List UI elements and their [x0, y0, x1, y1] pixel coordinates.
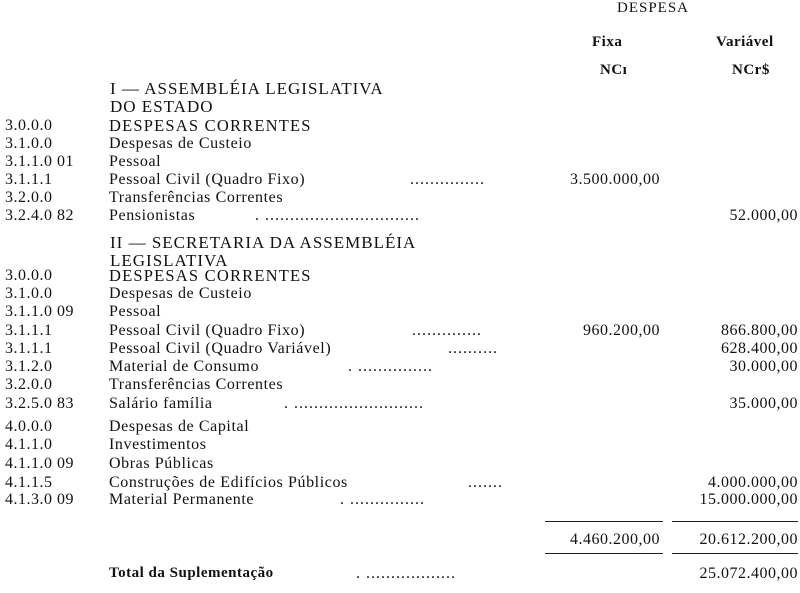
- total-label: Total da Suplementação: [109, 565, 274, 581]
- row-code: 4.0.0.0: [5, 418, 53, 435]
- row-description: Transferências Correntes: [109, 376, 284, 393]
- total-row: [0, 564, 800, 583]
- leader-dots: . ..........................: [284, 395, 424, 412]
- table-row: [0, 435, 800, 454]
- row-code: 3.1.1.1: [5, 340, 53, 357]
- row-code: 3.2.5.0 83: [5, 395, 74, 412]
- table-row: [0, 339, 800, 358]
- table-row: [0, 188, 800, 207]
- leader-dots: ...............: [410, 171, 485, 188]
- row-code: 3.1.1.1: [5, 322, 53, 339]
- row-code: 3.0.0.0: [5, 267, 53, 284]
- row-code: 4.1.1.5: [5, 474, 53, 491]
- row-description: DESPESAS CORRENTES: [109, 116, 312, 135]
- row-description: Obras Públicas: [109, 455, 214, 472]
- table-row: [0, 284, 800, 303]
- table-row: [0, 116, 800, 135]
- leader-dots: . ...............: [348, 358, 433, 375]
- despesa-heading: DESPESA: [617, 0, 690, 16]
- variavel-value: 15.000.000,00: [699, 491, 798, 508]
- variavel-value: 866.800,00: [721, 322, 798, 339]
- variavel-subtotal-rule: [672, 521, 798, 522]
- leader-dots: ..............: [412, 322, 482, 339]
- row-description: Investimentos: [109, 436, 207, 453]
- subtotal-row: [0, 530, 800, 549]
- table-row: [0, 394, 800, 413]
- col-fixa-heading: Fixa: [592, 34, 623, 50]
- table-row: [0, 152, 800, 171]
- row-code: 4.1.3.0 09: [5, 491, 74, 508]
- row-code: 3.1.1.1: [5, 171, 53, 188]
- fixa-value: 960.200,00: [583, 322, 660, 339]
- leader-dots: . ...............................: [255, 207, 420, 224]
- col-fixa-currency: NCı: [600, 62, 628, 78]
- row-description: Material de Consumo: [109, 358, 260, 375]
- variavel-value: 4.000.000,00: [708, 474, 798, 491]
- row-code: 3.0.0.0: [5, 117, 53, 134]
- fixa-value: 3.500.000,00: [570, 171, 660, 188]
- leader-dots: . ..................: [356, 565, 456, 582]
- variavel-value: 52.000,00: [729, 207, 798, 224]
- section-2-title: II — SECRETARIA DA ASSEMBLÉIA: [110, 233, 417, 252]
- table-row: [0, 417, 800, 436]
- row-description: Despesas de Custeio: [109, 135, 252, 152]
- row-code: 3.2.0.0: [5, 376, 53, 393]
- table-row: [0, 375, 800, 394]
- row-description: Pensionistas: [109, 207, 196, 224]
- row-code: 3.1.1.0 09: [5, 303, 74, 320]
- table-row: [0, 134, 800, 153]
- fixa-subtotal-rule: [545, 521, 663, 522]
- variavel-value: 35.000,00: [729, 395, 798, 412]
- row-description: Pessoal Civil (Quadro Fixo): [109, 322, 306, 339]
- section-2-subtitle: LEGISLATIVA: [110, 251, 229, 270]
- row-description: Transferências Correntes: [109, 189, 284, 206]
- variavel-subtotal: 20.612.200,00: [699, 531, 798, 548]
- variavel-subtotal-bottom-rule: [672, 553, 798, 554]
- section-1-title: I — ASSEMBLÉIA LEGISLATIVA: [110, 79, 384, 98]
- leader-dots: ..........: [448, 340, 498, 357]
- leader-dots: . ...............: [340, 491, 425, 508]
- row-code: 4.1.1.0: [5, 436, 53, 453]
- row-description: Pessoal: [109, 303, 162, 320]
- table-row: [0, 357, 800, 376]
- variavel-value: 628.400,00: [721, 340, 798, 357]
- row-description: Despesas de Custeio: [109, 285, 252, 302]
- fixa-subtotal: 4.460.200,00: [570, 531, 660, 548]
- row-code: 4.1.1.0 09: [5, 455, 74, 472]
- row-code: 3.1.2.0: [5, 358, 53, 375]
- fixa-subtotal-bottom-rule: [545, 553, 663, 554]
- row-code: 3.2.4.0 82: [5, 207, 74, 224]
- table-row: [0, 302, 800, 321]
- col-variavel-currency: NCr$: [732, 62, 770, 78]
- row-description: Construções de Edifícios Públicos: [109, 474, 348, 491]
- section-1-subtitle: DO ESTADO: [110, 97, 214, 116]
- row-description: Pessoal Civil (Quadro Variável): [109, 340, 332, 357]
- table-row: [0, 321, 800, 340]
- row-code: 3.1.0.0: [5, 135, 53, 152]
- row-description: Pessoal: [109, 153, 162, 170]
- table-row: [0, 206, 800, 225]
- row-description: Despesas de Capital: [109, 418, 250, 435]
- row-description: Pessoal Civil (Quadro Fixo): [109, 171, 306, 188]
- table-row: [0, 266, 800, 285]
- row-description: DESPESAS CORRENTES: [109, 266, 312, 285]
- col-variavel-heading: Variável: [716, 34, 774, 50]
- variavel-value: 30.000,00: [729, 358, 798, 375]
- row-description: Salário família: [109, 395, 213, 412]
- table-row: [0, 490, 800, 509]
- row-code: 3.2.0.0: [5, 189, 53, 206]
- row-description: Material Permanente: [109, 491, 255, 508]
- total-value: 25.072.400,00: [699, 565, 798, 582]
- table-row: [0, 454, 800, 473]
- row-code: 3.1.0.0: [5, 285, 53, 302]
- leader-dots: .......: [468, 474, 503, 491]
- row-code: 3.1.1.0 01: [5, 153, 74, 170]
- table-row: [0, 170, 800, 189]
